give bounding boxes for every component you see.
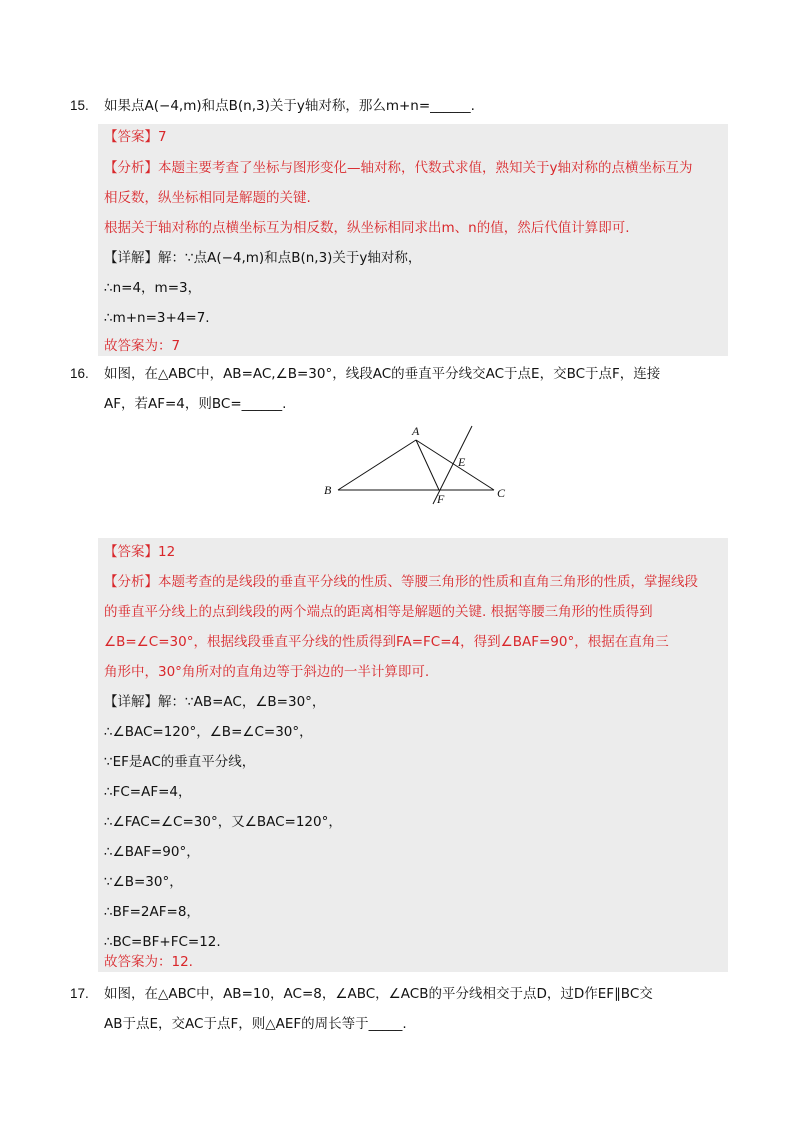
label-b: B [324, 483, 332, 497]
q15-number: 15. [70, 98, 89, 113]
q15-analysis-line-1: 【分析】本题主要考查了坐标与图形变化—轴对称，代数式求值，熟知关于y轴对称的点横坐标互为 [104, 160, 693, 176]
q16-number: 16. [70, 366, 89, 381]
q15-detail-line-3: ∴m+n=3+4=7. [104, 310, 210, 326]
segment-ab [338, 440, 416, 490]
q16-detail-line-7: ∵∠B=30°， [104, 874, 183, 890]
q16-detail-line-6: ∴∠BAF=90°， [104, 844, 200, 860]
q15-question: 如果点A(−4,m)和点B(n,3)关于y轴对称，那么m+n=______. [104, 98, 475, 114]
q15-final-answer: 故答案为：7 [104, 338, 181, 354]
q15-detail-line-2: ∴n=4，m=3， [104, 280, 202, 296]
q16-detail-line-9: ∴BC=BF+FC=12. [104, 934, 221, 950]
q15-detail-line-1: 【详解】解：∵点A(−4,m)和点B(n,3)关于y轴对称， [104, 250, 422, 266]
q16-final-answer: 故答案为：12. [104, 954, 193, 970]
q16-question-line-2: AF，若AF=4，则BC=______. [104, 396, 287, 412]
q17-number: 17. [70, 986, 89, 1001]
q16-detail-line-8: ∴BF=2AF=8， [104, 904, 200, 920]
q16-detail-line-1: 【详解】解：∵AB=AC，∠B=30°， [104, 694, 326, 710]
triangle-figure [318, 420, 518, 510]
q17-question-line-1: 如图，在△ABC中，AB=10，AC=8，∠ABC，∠ACB的平分线相交于点D，过D作EF∥BC交 [104, 986, 653, 1002]
q15-analysis-line-3: 根据关于轴对称的点横坐标互为相反数，纵坐标相同求出m、n的值，然后代值计算即可. [104, 220, 630, 236]
q16-question-line-1: 如图，在△ABC中，AB=AC,∠B=30°，线段AC的垂直平分线交AC于点E，交BC于点F，连接 [104, 366, 661, 382]
label-f: F [437, 492, 445, 506]
q17-question-line-2: AB于点E，交AC于点F，则△AEF的周长等于_____. [104, 1016, 407, 1032]
q16-analysis-line-3: ∠B=∠C=30°，根据线段垂直平分线的性质得到FA=FC=4，得到∠BAF=90°，根据在直角三 [104, 634, 669, 650]
q16-detail-line-4: ∴FC=AF=4， [104, 784, 192, 800]
q16-detail-line-5: ∴∠FAC=∠C=30°，又∠BAC=120°， [104, 814, 342, 830]
q16-detail-line-3: ∵EF是AC的垂直平分线， [104, 754, 256, 770]
q16-analysis-line-2: 的垂直平分线上的点到线段的两个端点的距离相等是解题的关键. 根据等腰三角形的性质得到 [104, 604, 653, 620]
label-a: A [412, 424, 420, 438]
q15-analysis-line-2: 相反数，纵坐标相同是解题的关键. [104, 190, 311, 206]
q16-detail-line-2: ∴∠BAC=120°，∠B=∠C=30°， [104, 724, 313, 740]
label-e: E [458, 455, 466, 469]
q16-analysis-line-1: 【分析】本题考查的是线段的垂直平分线的性质、等腰三角形的性质和直角三角形的性质，掌握线段 [104, 574, 698, 590]
q15-answer: 【答案】7 [104, 129, 167, 145]
q16-answer: 【答案】12 [104, 544, 176, 560]
label-c: C [497, 486, 506, 500]
q16-analysis-line-4: 角形中，30°角所对的直角边等于斜边的一半计算即可. [104, 664, 430, 680]
